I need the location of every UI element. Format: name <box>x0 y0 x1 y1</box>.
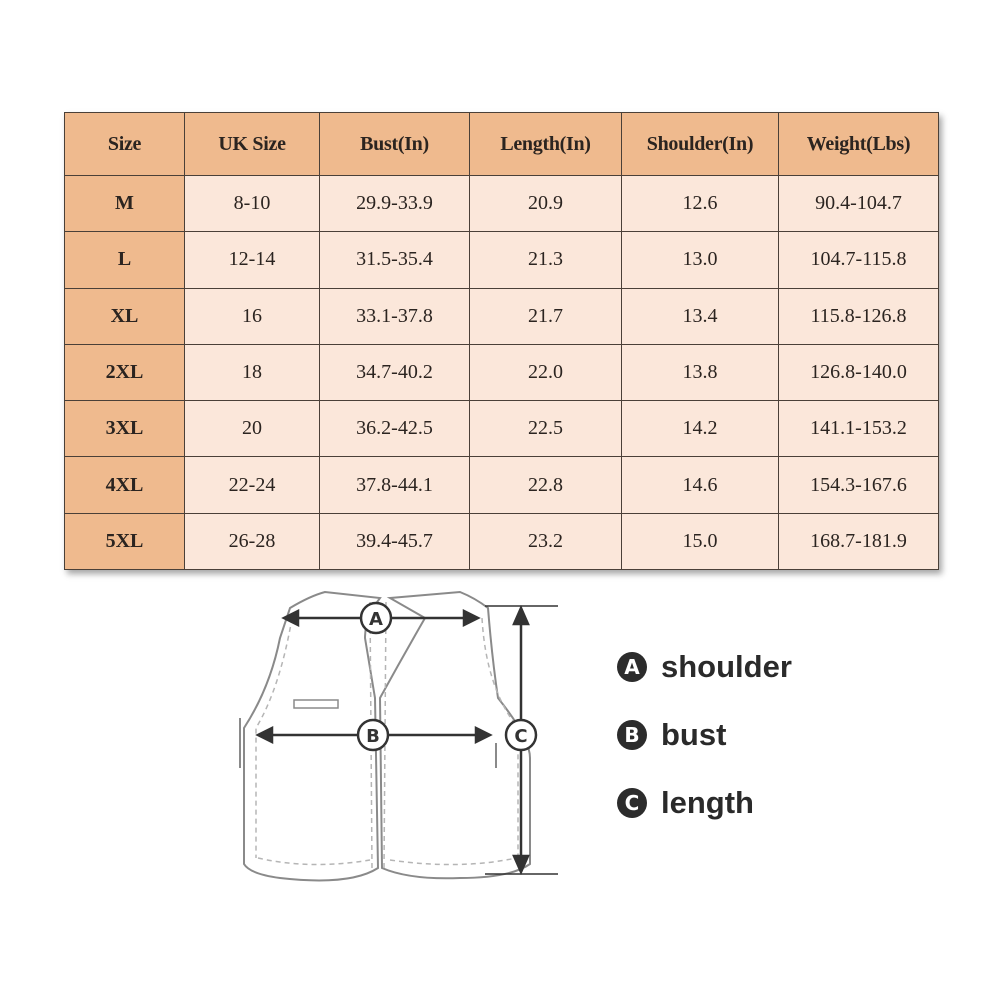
weight-cell: 154.3-167.6 <box>779 457 939 513</box>
size-cell: XL <box>65 288 185 344</box>
uk-size-cell: 20 <box>185 401 320 457</box>
legend-label-shoulder: shoulder <box>661 649 792 684</box>
uk-size-cell: 12-14 <box>185 232 320 288</box>
marker-b-letter: B <box>366 726 380 747</box>
bust-cell: 29.9-33.9 <box>320 176 470 232</box>
weight-cell: 104.7-115.8 <box>779 232 939 288</box>
table-row <box>65 457 939 513</box>
legend-label-length: length <box>661 785 754 820</box>
uk-size-cell: 22-24 <box>185 457 320 513</box>
header-length: Length(In) <box>470 113 622 176</box>
legend-item-bust <box>617 718 792 752</box>
bust-cell: 31.5-35.4 <box>320 232 470 288</box>
weight-cell: 115.8-126.8 <box>779 288 939 344</box>
weight-cell: 141.1-153.2 <box>779 401 939 457</box>
size-cell: L <box>65 232 185 288</box>
bust-cell: 33.1-37.8 <box>320 288 470 344</box>
shoulder-cell: 15.0 <box>622 513 779 569</box>
header-size: Size <box>65 113 185 176</box>
header-uk-size: UK Size <box>185 113 320 176</box>
legend-badge-b: B <box>617 720 647 750</box>
length-cell: 22.0 <box>470 344 622 400</box>
shoulder-cell: 12.6 <box>622 176 779 232</box>
shoulder-cell: 13.8 <box>622 344 779 400</box>
marker-c-letter: C <box>514 726 528 747</box>
length-cell: 23.2 <box>470 513 622 569</box>
uk-size-cell: 26-28 <box>185 513 320 569</box>
header-weight: Weight(Lbs) <box>779 113 939 176</box>
legend-badge-c: C <box>617 788 647 818</box>
pocket-welt <box>294 700 338 708</box>
length-cell: 22.5 <box>470 401 622 457</box>
length-cell: 21.7 <box>470 288 622 344</box>
table-header-row <box>65 113 939 176</box>
bust-cell: 39.4-45.7 <box>320 513 470 569</box>
weight-cell: 126.8-140.0 <box>779 344 939 400</box>
length-cell: 21.3 <box>470 232 622 288</box>
marker-b <box>358 720 388 750</box>
bust-cell: 36.2-42.5 <box>320 401 470 457</box>
table-row <box>65 288 939 344</box>
shoulder-cell: 14.6 <box>622 457 779 513</box>
legend-item-shoulder <box>617 650 792 684</box>
size-cell: 5XL <box>65 513 185 569</box>
length-cell: 22.8 <box>470 457 622 513</box>
legend-label-bust: bust <box>661 717 727 752</box>
marker-c <box>506 720 536 750</box>
weight-cell: 90.4-104.7 <box>779 176 939 232</box>
shoulder-cell: 14.2 <box>622 401 779 457</box>
table-row <box>65 401 939 457</box>
legend-badge-a: A <box>617 652 647 682</box>
table-row <box>65 176 939 232</box>
legend-item-length <box>617 786 792 820</box>
size-cell: M <box>65 176 185 232</box>
uk-size-cell: 18 <box>185 344 320 400</box>
table-row <box>65 344 939 400</box>
length-cell: 20.9 <box>470 176 622 232</box>
table-row <box>65 513 939 569</box>
header-bust: Bust(In) <box>320 113 470 176</box>
bust-cell: 37.8-44.1 <box>320 457 470 513</box>
shoulder-cell: 13.0 <box>622 232 779 288</box>
header-shoulder: Shoulder(In) <box>622 113 779 176</box>
marker-a-letter: A <box>369 609 383 630</box>
shoulder-cell: 13.4 <box>622 288 779 344</box>
size-cell: 3XL <box>65 401 185 457</box>
size-cell: 4XL <box>65 457 185 513</box>
bust-cell: 34.7-40.2 <box>320 344 470 400</box>
measurement-legend <box>617 650 792 854</box>
size-cell: 2XL <box>65 344 185 400</box>
uk-size-cell: 16 <box>185 288 320 344</box>
marker-a <box>361 603 391 633</box>
uk-size-cell: 8-10 <box>185 176 320 232</box>
size-chart-table <box>64 112 939 570</box>
table-row <box>65 232 939 288</box>
weight-cell: 168.7-181.9 <box>779 513 939 569</box>
